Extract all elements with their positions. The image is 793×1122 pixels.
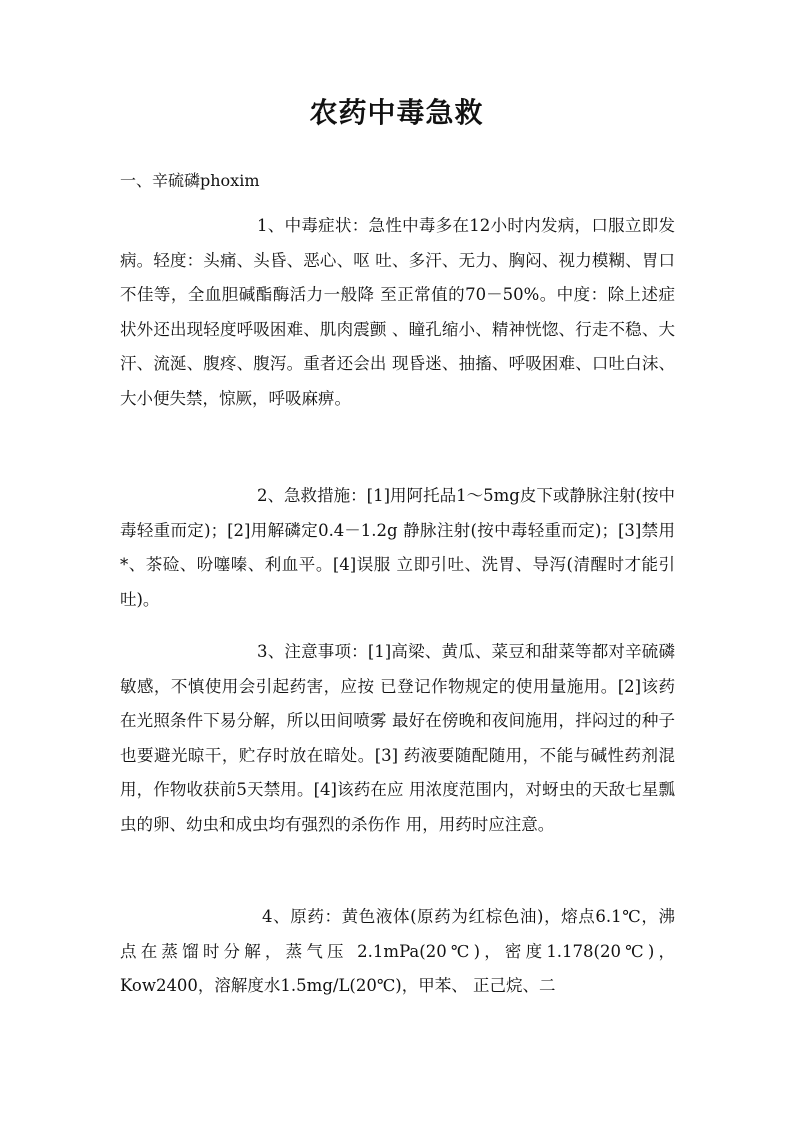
paragraph-symptoms: 1、中毒症状：急性中毒多在12小时内发病，口服立即发病。轻度：头痛、头昏、恶心、呕 吐、多汗、无力、胸闷、视力模糊、胃口不佳等，全血胆碱酯酶活力一般降 至正常值的70－50%。中度：除上述症状外还出现轻度呼吸困难、肌肉震颤 、瞳孔缩小、精神恍惚、行走不稳、大汗、流涎、腹疼、腹泻。重者还会出 现昏迷、抽搐、呼吸困难、口吐白沫、大小便失禁，惊厥，呼吸麻痹。 [120,216,675,408]
paragraph-technical-material: 4、原药：黄色液体(原药为红棕色油)，熔点6.1℃，沸点在蒸馏时分解，蒸气压 2.1mPa(20℃)，密度1.178(20℃)，Kow2400，溶解度水1.5mg/L(20℃)，甲苯、 正己烷、二 [120,907,675,995]
section-heading: 一、辛硫磷phoxim [120,171,260,190]
paragraph-precautions: 3、注意事项：[1]高梁、黄瓜、菜豆和甜菜等都对辛硫磷敏感，不慎使用会引起药害，应按 已登记作物规定的使用量施用。[2]该药在光照条件下易分解，所以田间喷雾 最好在傍晚和夜间施用，拌闷过的种子也要避光晾干，贮存时放在暗处。[3] 药液要随配随用，不能与碱性药剂混用，作物收获前5天禁用。[4]该药在应 用浓度范围内，对蚜虫的天敌七星瓢虫的卵、幼虫和成虫均有强烈的杀伤作 用，用药时应注意。 [120,642,675,834]
document-title: 农药中毒急救 [309,96,484,129]
paragraph-first-aid: 2、急救措施：[1]用阿托品1～5mg皮下或静脉注射(按中毒轻重而定)；[2]用解磷定0.4－1.2g 静脉注射(按中毒轻重而定)；[3]禁用*、茶硷、吩噻嗪、利血平。[4]误服 立即引吐、洗胃、导泻(清醒时才能引吐)。 [120,486,675,609]
